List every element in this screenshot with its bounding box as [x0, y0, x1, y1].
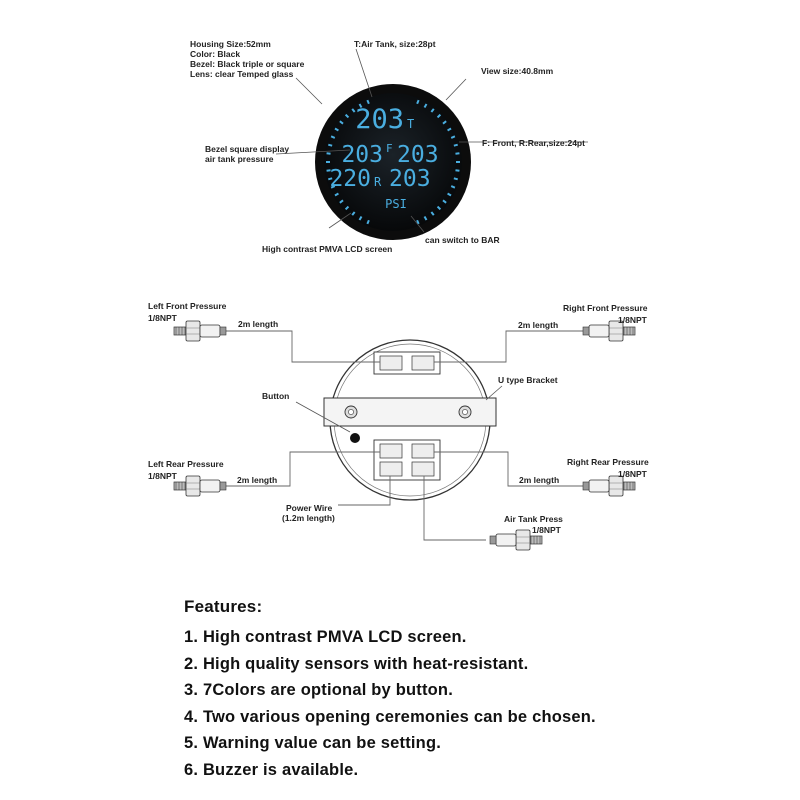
tank-connector: [412, 462, 434, 476]
housing-label: Housing Size:52mm: [190, 39, 271, 49]
power-wire-label-2: (1.2m length): [282, 513, 335, 523]
power-wire-label-1: Power Wire: [286, 503, 333, 513]
power-connector: [380, 462, 402, 476]
feature-item: 3. 7Colors are optional by button.: [184, 681, 453, 699]
left-rear-title: Left Rear Pressure: [148, 459, 224, 469]
button-dot[interactable]: [350, 433, 360, 443]
right-front-length: 2m length: [518, 320, 559, 330]
gauge-tick: [327, 153, 331, 154]
front-right-value: 203: [397, 142, 439, 168]
button-label: Button: [262, 391, 290, 401]
gauge-tick: [454, 145, 458, 146]
rear-right-value: 203: [389, 166, 431, 192]
rear-left-value: 220: [329, 166, 371, 192]
color-label: Color: Black: [190, 49, 241, 59]
right-front-npt: 1/8NPT: [618, 315, 647, 325]
feature-item: 4. Two various opening ceremonies can be chosen.: [184, 707, 596, 726]
left-front-sensor: [174, 321, 226, 341]
rear-letter: R: [374, 175, 382, 189]
gauge-rear-view: [324, 340, 496, 500]
screen-label: High contrast PMVA LCD screen: [262, 244, 393, 254]
right-front-title: Right Front Pressure: [563, 303, 648, 313]
front-letter: F: [386, 142, 393, 155]
feature-item: 5. Warning value can be setting.: [184, 734, 442, 752]
lens-label: Lens: clear Temped glass: [190, 69, 294, 79]
bezel-square-label-1: Bezel square display: [205, 144, 290, 154]
feature-item: 1. High contrast PMVA LCD screen.: [184, 628, 467, 646]
view-size-label: View size:40.8mm: [481, 66, 554, 76]
gauge-tick: [331, 136, 335, 138]
gauge-tick: [455, 170, 459, 171]
left-rear-sensor: [174, 476, 226, 496]
left-front-npt: 1/8NPT: [148, 313, 177, 323]
right-rear-length: 2m length: [519, 475, 560, 485]
front-left-value: 203: [341, 142, 383, 168]
left-front-wire: [226, 331, 380, 362]
tank-press-label: Air Tank Press: [504, 514, 563, 524]
right-rear-sensor: [583, 476, 635, 496]
left-front-title: Left Front Pressure: [148, 301, 227, 311]
right-rear-npt: 1/8NPT: [618, 469, 647, 479]
tank-value: 203: [355, 104, 404, 135]
tank-size-label: T:Air Tank, size:28pt: [354, 39, 436, 49]
gauge-tick: [367, 220, 369, 224]
left-front-length: 2m length: [238, 319, 279, 329]
left-rear-npt: 1/8NPT: [148, 471, 177, 481]
features-list: [184, 597, 784, 783]
gauge-tick: [451, 136, 455, 138]
view-leader: [446, 79, 466, 100]
right-front-connector: [412, 356, 434, 370]
left-front-connector: [380, 356, 402, 370]
bracket-label: U type Bracket: [498, 375, 558, 385]
gauge-tick: [454, 178, 458, 179]
gauge-tick: [451, 186, 455, 188]
right-rear-connector: [412, 444, 434, 458]
left-rear-connector: [380, 444, 402, 458]
gauge-tick: [417, 100, 419, 104]
front-rear-label: F: Front, R:Rear,size:24pt: [482, 138, 585, 148]
switch-bar-label: can switch to BAR: [425, 235, 500, 245]
right-rear-title: Right Rear Pressure: [567, 457, 649, 467]
feature-item: 2. High quality sensors with heat-resistant.: [184, 654, 529, 673]
bezel-square-label-2: air tank pressure: [205, 154, 274, 164]
features-title: Features:: [184, 597, 263, 616]
gauge: [315, 84, 471, 240]
left-rear-length: 2m length: [237, 475, 278, 485]
feature-item: 6. Buzzer is available.: [184, 760, 359, 779]
gauge-tick: [455, 153, 459, 154]
tank-letter: T: [407, 117, 415, 131]
bezel-label: Bezel: Black triple or square: [190, 59, 305, 69]
bracket-nut-left-hole: [348, 409, 353, 414]
bracket-nut-right-hole: [462, 409, 467, 414]
tank-npt-label: 1/8NPT: [532, 525, 561, 535]
housing-leader: [296, 78, 322, 104]
gauge-tick: [328, 145, 332, 146]
unit-label: PSI: [385, 197, 407, 211]
